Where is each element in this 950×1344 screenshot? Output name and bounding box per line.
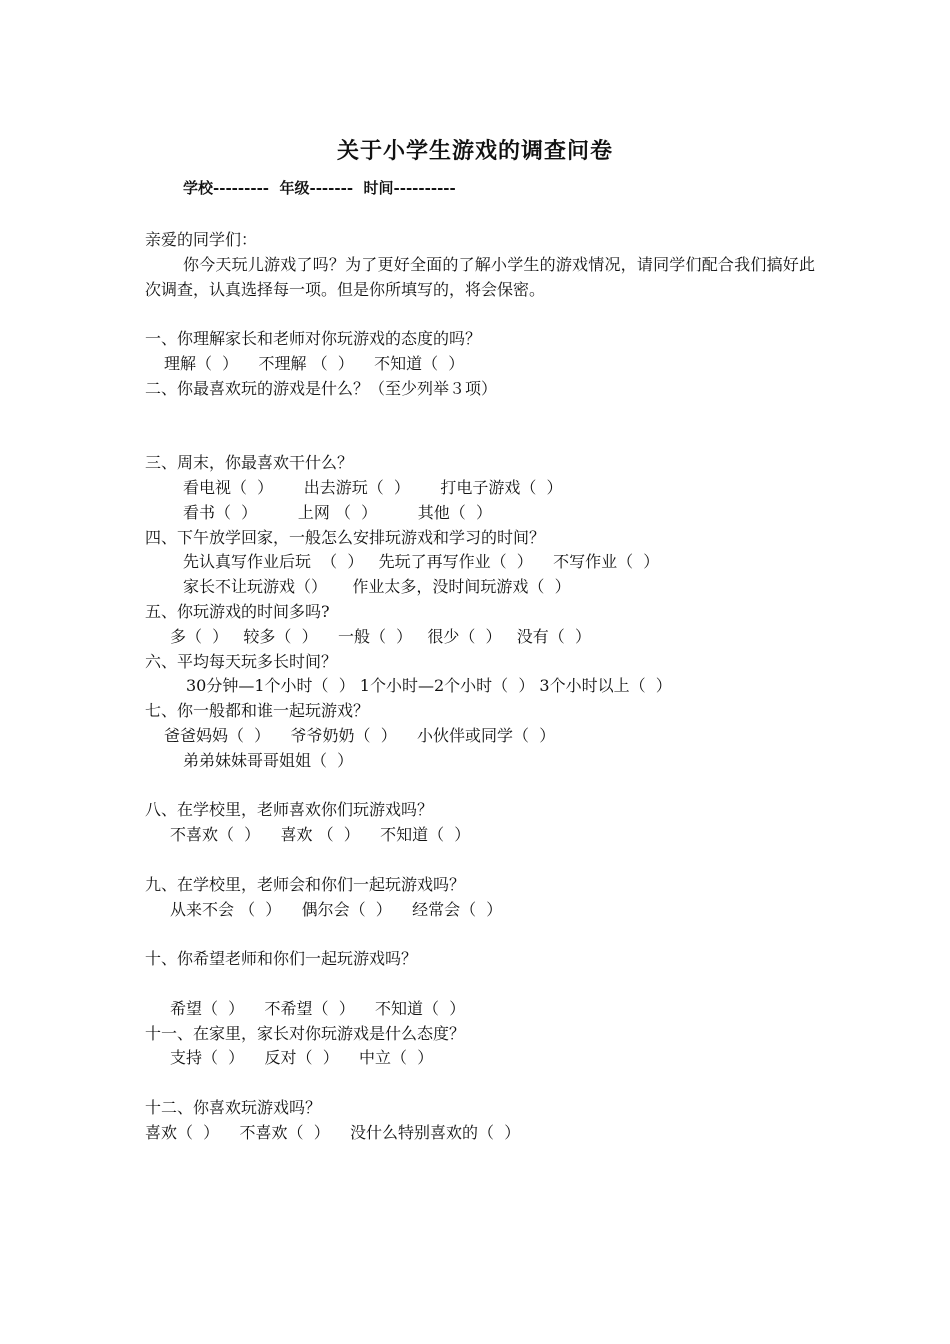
- question-12-options: 喜欢（ ） 不喜欢（ ） 没什么特别喜欢的（ ）: [145, 1122, 521, 1142]
- spacer: [145, 1071, 815, 1096]
- question-10-options: 希望（ ） 不希望（ ） 不知道（ ）: [170, 998, 466, 1018]
- question-3: 三、周末，你最喜欢干什么？: [145, 453, 354, 473]
- question-7-options-row-1: 爸爸妈妈（ ） 爷爷奶奶（ ） 小伙伴或同学（ ）: [164, 725, 556, 745]
- spacer: [145, 774, 815, 799]
- spacer: [145, 302, 815, 327]
- question-3-options-row-2: 看书（ ） 上网 （ ） 其他（ ）: [183, 502, 492, 522]
- question-8-options: 不喜欢（ ） 喜欢 （ ） 不知道（ ）: [170, 825, 471, 845]
- survey-body: [145, 228, 815, 1145]
- question-9: 九、在学校里，老师会和你们一起玩游戏吗？: [145, 874, 466, 894]
- spacer: [145, 848, 815, 873]
- question-6-options: 30分钟—1个小时（ ） 1个小时—2个小时（ ） 3个小时以上（ ）: [186, 676, 672, 696]
- question-11-options: 支持（ ） 反对（ ） 中立（ ）: [170, 1048, 434, 1068]
- question-2: 二、你最喜欢玩的游戏是什么？（至少列举３项）: [145, 378, 498, 398]
- question-4: 四、下午放学回家，一般怎么安排玩游戏和学习的时间？: [145, 527, 546, 547]
- question-1-options: 理解（ ） 不理解 （ ） 不知道（ ）: [164, 353, 465, 373]
- question-4-options-row-2: 家长不让玩游戏（） 作业太多，没时间玩游戏（ ）: [183, 577, 571, 597]
- question-5-options: 多（ ） 较多（ ） 一般（ ） 很少（ ） 没有（ ）: [170, 626, 591, 646]
- question-12: 十二、你喜欢玩游戏吗？: [145, 1097, 322, 1117]
- question-7: 七、你一般都和谁一起玩游戏？: [145, 701, 370, 721]
- question-7-options-row-2: 弟弟妹妹哥哥姐姐（ ）: [183, 750, 354, 770]
- greeting: 亲爱的同学们：: [145, 230, 258, 249]
- intro-paragraph: 你今天玩儿游戏了吗？为了更好全面的了解小学生的游戏情况，请同学们配合我们搞好此次调查，认真选择每一项。但是你所填写的，将会保密。: [145, 254, 815, 299]
- question-8: 八、在学校里，老师喜欢你们玩游戏吗？: [145, 800, 434, 820]
- spacer: [145, 922, 815, 947]
- answer-space: [145, 426, 815, 451]
- question-3-options-row-1: 看电视（ ） 出去游玩（ ） 打电子游戏（ ）: [183, 477, 563, 497]
- question-1: 一、你理解家长和老师对你玩游戏的态度的吗？: [145, 329, 482, 349]
- school-grade-time-line: 学校--------- 年级------- 时间----------: [183, 179, 456, 197]
- question-4-options-row-1: 先认真写作业后玩 （ ） 先玩了再写作业（ ） 不写作业（ ）: [183, 552, 660, 572]
- question-6: 六、平均每天玩多长时间？: [145, 651, 338, 671]
- question-11: 十一、在家里，家长对你玩游戏是什么态度？: [145, 1023, 466, 1043]
- spacer: [145, 972, 815, 997]
- page-title: 关于小学生游戏的调查问卷: [336, 138, 613, 164]
- question-9-options: 从来不会 （ ） 偶尔会（ ） 经常会（ ）: [170, 899, 503, 919]
- answer-space: [145, 402, 815, 427]
- question-10: 十、你希望老师和你们一起玩游戏吗？: [145, 949, 418, 969]
- question-5: 五、你玩游戏的时间多吗?: [145, 601, 330, 621]
